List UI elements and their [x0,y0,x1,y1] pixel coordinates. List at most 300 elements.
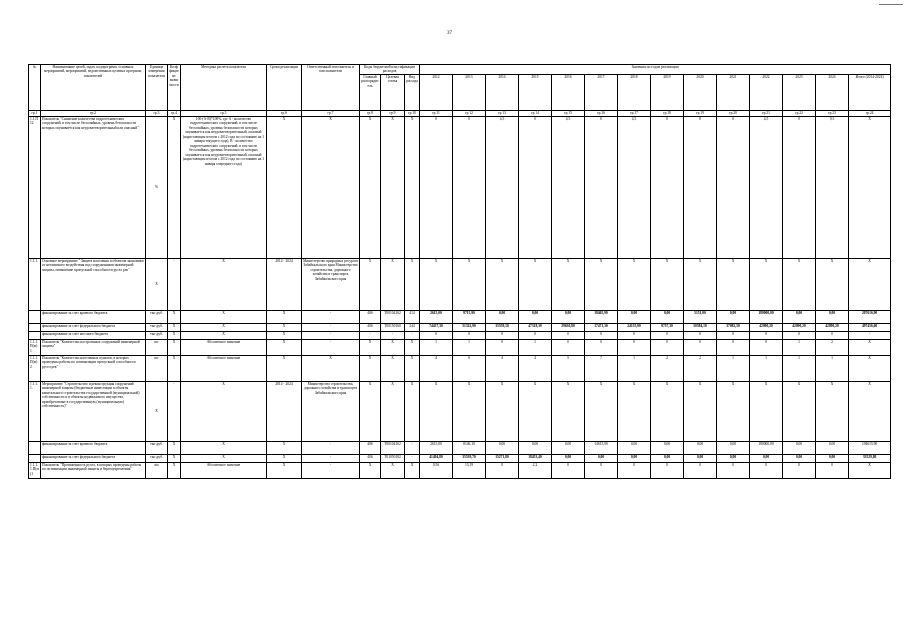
cell-year-value: 0 [486,462,519,478]
cell-no: 1.1.1.П(м)1 [29,339,41,355]
cell-no [29,331,41,339]
cell-year-value: 4,5 [486,116,519,258]
cell-year-value: 0 [717,339,750,355]
cell-method: X [181,381,267,441]
table-row [29,339,891,355]
cell-year-value: X [618,258,651,310]
cell-grbs: X [360,258,381,310]
cell-year-value: 0 [651,116,684,258]
cell-year-value: X [684,381,717,441]
cell-year-value: 0,56 [420,462,453,478]
cell-term: 2014 - 2024 [267,258,302,310]
cell-unit: тыс.руб. [146,310,168,323]
cell-coef: X [168,355,181,381]
cell-csr: Т00150160 [381,323,405,331]
column-number: гр.3 [146,110,168,116]
cell-year-value: 4 [519,355,552,381]
cell-total: - [849,331,891,339]
header-vr: Вид расхода [405,74,420,110]
cell-year-value: 1 [453,339,486,355]
cell-total: 497456,60 [849,323,891,331]
cell-no [29,454,41,462]
cell-method: Абсолютное значение [181,355,267,381]
cell-year-value: X [519,381,552,441]
cell-year-value: 14615,90 [585,441,618,454]
cell-resp: - [302,323,360,331]
cell-grbs: 406 [360,310,381,323]
header-year: 2019 [651,74,684,110]
cell-vr: - [405,331,420,339]
cell-total: X [849,116,891,258]
column-number: гр.8 [360,110,381,116]
cell-year-value: 0 [717,116,750,258]
cell-total: X [849,339,891,355]
cell-name: финансирование за счет местного бюджета [41,331,146,339]
cell-year-value: 0 [651,339,684,355]
cell-vr: X [405,339,420,355]
column-number: гр.13 [486,110,519,116]
cell-year-value: 0,00 [816,441,849,454]
table-row [29,355,891,381]
cell-method: X [181,441,267,454]
cell-year-value: 180000,00 [750,441,783,454]
cell-year-value: 2 [651,355,684,381]
cell-total: 207616,90 [849,310,891,323]
cell-name: финансирование за счет краевого бюджета [41,441,146,454]
cell-term: X [267,323,302,331]
cell-year-value: 0,00 [552,441,585,454]
cell-csr: Т00104162 [381,441,405,454]
cell-year-value: 0 [552,331,585,339]
cell-year-value: X [585,258,618,310]
program-table [28,64,891,479]
cell-name: Показатель "Протяженность русел, в которых проведены работы по оптимизации инженерной защиты и берегоукрепления" [41,462,146,478]
cell-year-value: 4,5 [750,116,783,258]
cell-year-value: X [453,381,486,441]
cell-name: финансирование за счет краевого бюджета [41,310,146,323]
cell-coef: X [168,323,181,331]
header-year: 2020 [684,74,717,110]
header-term: Сроки реализации [267,65,302,111]
cell-year-value: 4,5 [618,116,651,258]
cell-year-value: 0,00 [585,454,618,462]
cell-csr: X [381,381,405,441]
cell-year-value: 0 [651,462,684,478]
cell-year-value: 0,00 [816,310,849,323]
cell-year-value: 0,00 [783,441,816,454]
cell-year-value: 0,00 [717,310,750,323]
column-number: гр.21 [750,110,783,116]
column-number: гр.19 [684,110,717,116]
cell-year-value: X [783,258,816,310]
cell-year-value: X [684,258,717,310]
cell-coef: X [168,310,181,323]
cell-term: X [267,331,302,339]
header-grbs: Главный распорядитель [360,74,381,110]
column-number: гр.1 [29,110,41,116]
header-year: 2014 [486,74,519,110]
cell-year-value: 180000,00 [750,310,783,323]
cell-unit: тыс.руб. [146,331,168,339]
header-coef: Коэффициент значимости [168,65,181,111]
cell-vr: X [405,462,420,478]
table-row [29,258,891,310]
cell-year-value: 0,00 [783,310,816,323]
header-year: 2015 [519,74,552,110]
cell-year-value: 0 [618,462,651,478]
cell-vr: X [405,258,420,310]
cell-year-value: X [651,258,684,310]
column-number: гр.4 [168,110,181,116]
cell-unit: шт [146,339,168,355]
cell-year-value: 1 [420,339,453,355]
cell-no: 1.1.1.П(м)2 [29,355,41,381]
cell-unit: % [146,116,168,258]
cell-term: 2014 - 2024 [267,381,302,441]
table-row [29,323,891,331]
cell-year-value: 2615,00 [420,441,453,454]
cell-year-value: 0,00 [717,441,750,454]
cell-resp: - [302,339,360,355]
cell-name: Показатель "Количество построенных сооружений инженерной защиты" [41,339,146,355]
table-row [29,462,891,478]
cell-year-value: 1 [816,355,849,381]
cell-unit: X [146,381,168,441]
header-values-by-year: Значения по годам реализации [420,65,891,75]
cell-year-value: 15271,80 [486,454,519,462]
column-number: гр.2 [41,110,146,116]
column-number: гр.24 [849,110,891,116]
cell-method: X [181,323,267,331]
cell-year-value: 4 [486,355,519,381]
cell-coef: - [168,258,181,310]
cell-method: X [181,310,267,323]
cell-year-value: X [651,381,684,441]
cell-year-value: 37082,50 [717,323,750,331]
cell-year-value: 1 [783,355,816,381]
cell-unit: тыс.руб. [146,441,168,454]
cell-year-value: 1 [717,355,750,381]
cell-year-value: 0 [750,331,783,339]
cell-year-value: 0,00 [651,454,684,462]
column-number: гр.15 [552,110,585,116]
cell-grbs: X [360,355,381,381]
cell-year-value: X [486,381,519,441]
cell-year-value: 0,00 [618,310,651,323]
cell-csr: Т01050182 [381,454,405,462]
column-number: гр.12 [453,110,486,116]
cell-year-value: 0 [783,462,816,478]
cell-term: X [267,116,302,258]
cell-vr: X [405,355,420,381]
cell-grbs: X [360,381,381,441]
header-year: 2023 [783,74,816,110]
cell-total: 194615,90 [849,441,891,454]
cell-year-value: X [552,258,585,310]
cell-year-value: 0,00 [552,310,585,323]
cell-year-value: 0 [750,339,783,355]
cell-year-value: 41494,80 [420,454,453,462]
cell-year-value: 2 [684,355,717,381]
cell-csr: X [381,258,405,310]
cell-year-value: 0 [420,116,453,258]
cell-year-value: X [585,381,618,441]
cell-year-value: 2 [816,339,849,355]
header-year: 2022 [750,74,783,110]
cell-year-value: 17471,30 [585,323,618,331]
cell-year-value: 47318,30 [519,323,552,331]
cell-year-value: 0 [816,331,849,339]
cell-year-value: 13,19 [453,462,486,478]
cell-year-value: 4 [420,355,453,381]
cell-method: X [181,258,267,310]
cell-resp: - [302,454,360,462]
cell-csr: X [381,462,405,478]
cell-year-value: 1 [783,339,816,355]
cell-grbs: - [360,331,381,339]
cell-year-value: 0,00 [486,441,519,454]
cell-year-value: 9,5 [816,116,849,258]
cell-year-value: X [618,381,651,441]
header-csr: Целевая статья [381,74,405,110]
cell-year-value: 0,00 [486,310,519,323]
header-year: 2017 [585,74,618,110]
cell-year-value: 1 [750,355,783,381]
cell-year-value: 0 [453,116,486,258]
cell-term: X [267,462,302,478]
cell-year-value: 0,00 [519,441,552,454]
cell-year-value: 0 [684,116,717,258]
cell-year-value: 0 [552,339,585,355]
cell-year-value: 5 [552,355,585,381]
cell-year-value: 1 [618,355,651,381]
cell-unit: км [146,462,168,478]
column-number: гр.10 [405,110,420,116]
cell-resp: Министерство природных ресурсов Забайкальского края Министерство строительства, дорожного хозяйства и транспорта Забайкальского края [302,258,360,310]
cell-term: X [267,454,302,462]
cell-year-value: X [420,258,453,310]
table-row [29,331,891,339]
cell-total: X [849,355,891,381]
cell-csr: X [381,116,405,258]
table-row [29,441,891,454]
cell-year-value: 6 [453,355,486,381]
cell-year-value: 5151,00 [684,310,717,323]
cell-year-value: 0,00 [618,441,651,454]
cell-year-value: 51322,90 [453,323,486,331]
table-row [29,454,891,462]
cell-year-value: 7 [585,355,618,381]
cell-year-value: 0 [717,462,750,478]
column-number: гр.17 [618,110,651,116]
cell-no [29,323,41,331]
cell-coef: X [168,454,181,462]
cell-vr: X [405,116,420,258]
cell-resp: Министерство строительства, дорожного хозяйства и транспорта Забайкальского края [302,381,360,441]
cell-coef: X [168,441,181,454]
cell-year-value: X [750,258,783,310]
column-number: гр.6 [267,110,302,116]
cell-vr: - [405,441,420,454]
cell-name: Основное мероприятие " Защита населения и объектов экономики от негативного воздействия вод сооружениями инженерной защиты, повышение пропускной способности русел рек" [41,258,146,310]
cell-vr: X [405,381,420,441]
cell-resp: - [302,331,360,339]
column-number: гр.7 [302,110,360,116]
cell-year-value: 0 [651,331,684,339]
header-row-1 [29,65,891,75]
cell-year-value: 0,00 [651,310,684,323]
table-row [29,381,891,441]
cell-year-value: 9757,30 [651,323,684,331]
cell-year-value: 9715,90 [453,310,486,323]
cell-year-value: 42090,20 [816,323,849,331]
header-name: Наименование целей, задач, подпрограмм, основных мероприятий, мероприятий, ведомственных целевых программ, показателей [41,65,146,111]
cell-year-value: 0 [585,331,618,339]
cell-year-value: 50584,10 [684,323,717,331]
cell-year-value: X [816,258,849,310]
cell-unit: шт [146,355,168,381]
cell-resp: - [302,462,360,478]
column-number: гр.14 [519,110,552,116]
cell-no [29,310,41,323]
cell-year-value: 0 [420,331,453,339]
cell-year-value: X [750,381,783,441]
cell-year-value: 0 [750,462,783,478]
cell-csr: - [381,331,405,339]
cell-term: X [267,355,302,381]
cell-total: X [849,381,891,441]
cell-no: 1.1.1. [29,258,41,310]
cell-grbs: X [360,462,381,478]
cell-year-value: X [816,381,849,441]
header-total: Итого (2014-2024) [849,74,891,110]
cell-name: Показатель "Снижение количества гидротехнических сооружений, в том числе бесхозяйных, уровень безопасности которых оценивается как неудовлетворительный или опасный" [41,116,146,258]
cell-year-value: 0,00 [618,454,651,462]
page-number: 37 [447,31,452,36]
cell-resp: X [302,355,360,381]
cell-year-value: 0,00 [519,310,552,323]
cell-year-value: 0,00 [684,441,717,454]
cell-year-value: 0 [519,116,552,258]
cell-total: X [849,258,891,310]
cell-year-value: 0,00 [750,454,783,462]
cell-year-value: 0,00 [816,454,849,462]
cell-year-value: 0 [519,331,552,339]
cell-year-value: 0 [684,331,717,339]
cell-year-value: X [717,258,750,310]
cell-method: 100-(A-B)*100%, где A - количество гидротехнических сооружений, в том числе бесхозяйных, уровень безопасности которых оценивается как неудовлетворительный, опасный (нарастающим итогом с 2012 года по состоянию на 1 января текущего года), B - количество гидротехнических сооружений, в том числе бесхозяйных, уровень безопасности которых оценивается как неудовлетворительный, опасный (нарастающим итогом с 2012 года по состоянию на 1 января очередного года) [181,116,267,258]
cell-grbs: X [360,116,381,258]
cell-year-value: 24155,00 [618,323,651,331]
cell-term: X [267,339,302,355]
cell-year-value: 0,00 [552,454,585,462]
cell-year-value: 0 [783,331,816,339]
table-body [29,116,891,478]
column-number: гр.5 [181,110,267,116]
cell-total: X [849,462,891,478]
cell-year-value: 18465,90 [585,310,618,323]
cell-csr: X [381,355,405,381]
column-number: гр.18 [651,110,684,116]
header-year: 2012 [420,74,453,110]
cell-year-value: 0 [552,462,585,478]
cell-name: финансирование за счет федерального бюджета [41,454,146,462]
cell-year-value: 0 [618,339,651,355]
cell-unit: тыс.руб. [146,323,168,331]
cell-year-value: X [486,258,519,310]
cell-year-value: X [420,381,453,441]
cell-year-value: 35559,10 [486,323,519,331]
cell-year-value: 35539,70 [453,454,486,462]
header-year: 2021 [717,74,750,110]
cell-name: Мероприятие "Строительство и реконструкция сооружений инженерной защиты (бюджетные инвестиции в объекты капитального строительства государственной (муниципальной) собственности и в объекты недвижимого имущества, приобретаемые в государственную (муниципальную) собственность)" [41,381,146,441]
table-row [29,116,891,258]
cell-grbs: 406 [360,454,381,462]
cell-coef: X [168,331,181,339]
cell-year-value: X [783,381,816,441]
cell-no: 1.1.1.1.П(м)1 [29,462,41,478]
cell-year-value: 74457,30 [420,323,453,331]
cell-year-value: 2615,00 [420,310,453,323]
cell-year-value: 0,00 [684,454,717,462]
header-responsible: Ответственный исполнитель и соисполнители [302,65,360,111]
cell-coef: X [168,116,181,258]
cell-resp: - [302,441,360,454]
cell-csr: X [381,339,405,355]
cell-no: 1.1.1.1. [29,381,41,441]
cell-grbs: X [360,339,381,355]
cell-year-value: 0 [618,331,651,339]
cell-year-value: 29630,80 [552,323,585,331]
cell-year-value: 0 [486,331,519,339]
cell-method: X [181,331,267,339]
cell-method: X [181,454,267,462]
cell-method: Абсолютное значение [181,339,267,355]
column-number: гр.23 [816,110,849,116]
cell-year-value: 0 [717,331,750,339]
cell-resp: - [302,310,360,323]
cell-coef: X [168,462,181,478]
cell-name: финансирование за счет федерального бюджета [41,323,146,331]
cell-total: 33529,80 [849,454,891,462]
cell-resp: X [302,116,360,258]
cell-year-value: 0 [585,116,618,258]
cell-year-value: 4,5 [552,116,585,258]
cell-csr: Т00104162 [381,310,405,323]
header-year: 2016 [552,74,585,110]
cell-vr: - [405,454,420,462]
header-year: 2018 [618,74,651,110]
cell-unit: тыс.руб. [146,454,168,462]
cell-vr: 244 [405,323,420,331]
cell-year-value: 0 [684,339,717,355]
top-right-line [879,4,903,5]
cell-year-value: 0,00 [783,454,816,462]
header-year: 2013 [453,74,486,110]
cell-no: 1.1.П12 [29,116,41,258]
cell-year-value: X [717,381,750,441]
cell-year-value: 8146,10 [453,441,486,454]
cell-vr: 414 [405,310,420,323]
cell-year-value: 2,2 [519,462,552,478]
cell-year-value: 18453,40 [519,454,552,462]
cell-grbs: 406 [360,323,381,331]
header-no: № [29,65,41,111]
cell-name: Показатель "Количество населенных пунктов, в которых проведены работы по оптимизации пропускной способности русел рек" [41,355,146,381]
cell-year-value: 0 [684,462,717,478]
column-number: гр.11 [420,110,453,116]
header-method: Методика расчета показателя [181,65,267,111]
